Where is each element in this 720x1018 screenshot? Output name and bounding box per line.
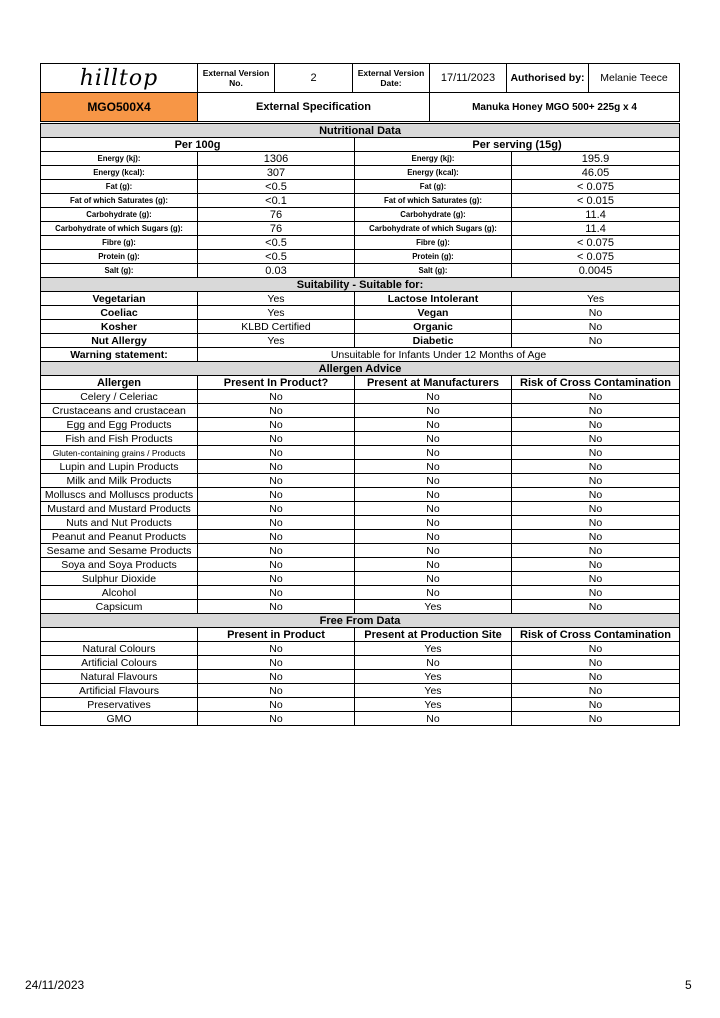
present-at-manufacturers: No (355, 418, 512, 432)
nutrient-label: Energy (kcal): (41, 166, 198, 180)
ext-date-value: 17/11/2023 (430, 64, 507, 93)
present-in-product: No (198, 698, 355, 712)
allergen-row (41, 530, 680, 544)
nutrition-section-title: Nutritional Data (41, 124, 680, 138)
warning-label: Warning statement: (41, 348, 198, 362)
allergen-row (41, 544, 680, 558)
serving-value: 11.4 (512, 222, 680, 236)
suitability-row (41, 306, 680, 320)
freefrom-item: Artificial Flavours (41, 684, 198, 698)
serving-value: 0.0045 (512, 264, 680, 278)
suitability-label: Diabetic (355, 334, 512, 348)
suitability-label: Nut Allergy (41, 334, 198, 348)
nutrient-label: Protein (g): (41, 250, 198, 264)
allergen-col-header: Allergen (41, 376, 198, 390)
serving-title: Per serving (15g) (355, 138, 680, 152)
allergen-name: Nuts and Nut Products (41, 516, 198, 530)
allergen-col-header: Risk of Cross Contamination (512, 376, 680, 390)
suitability-row (41, 320, 680, 334)
per100-value: <0.5 (198, 180, 355, 194)
present-in-product: No (198, 586, 355, 600)
nutrition-row (41, 222, 680, 236)
nutrient-label: Carbohydrate of which Sugars (g): (41, 222, 198, 236)
suitability-label: Organic (355, 320, 512, 334)
nutrient-label: Salt (g): (41, 264, 198, 278)
present-at-manufacturers: Yes (355, 600, 512, 614)
suitability-value: No (512, 320, 680, 334)
present-in-product: No (198, 488, 355, 502)
footer-date: 24/11/2023 (25, 978, 85, 992)
nutrient-label: Energy (kj): (41, 152, 198, 166)
ext-version-label: External Version No. (198, 64, 275, 93)
present-in-product: No (198, 572, 355, 586)
present-at-production-site: Yes (355, 698, 512, 712)
allergen-name: Celery / Celeriac (41, 390, 198, 404)
spec-title: External Specification (198, 93, 430, 122)
present-at-manufacturers: No (355, 558, 512, 572)
present-in-product: No (198, 460, 355, 474)
suitability-section-title: Suitability - Suitable for: (41, 278, 680, 292)
nutrient-label: Carbohydrate (g): (355, 208, 512, 222)
per100-value: 0.03 (198, 264, 355, 278)
present-in-product: No (198, 558, 355, 572)
per100-value: 1306 (198, 152, 355, 166)
cross-contamination-risk: No (512, 432, 680, 446)
nutrient-label: Carbohydrate of which Sugars (g): (355, 222, 512, 236)
suitability-label: Kosher (41, 320, 198, 334)
cross-contamination-risk: No (512, 446, 680, 460)
freefrom-item: Natural Colours (41, 642, 198, 656)
nutrient-label: Salt (g): (355, 264, 512, 278)
suitability-value: Yes (198, 334, 355, 348)
allergen-row (41, 572, 680, 586)
allergen-name: Egg and Egg Products (41, 418, 198, 432)
serving-value: < 0.075 (512, 250, 680, 264)
present-at-production-site: Yes (355, 642, 512, 656)
allergen-name: Capsicum (41, 600, 198, 614)
present-at-manufacturers: No (355, 460, 512, 474)
cross-contamination-risk: No (512, 488, 680, 502)
product-code: MGO500X4 (41, 93, 198, 122)
cross-contamination-risk: No (512, 544, 680, 558)
freefrom-row (41, 642, 680, 656)
authorised-label: Authorised by: (507, 64, 589, 93)
present-in-product: No (198, 712, 355, 726)
present-in-product: No (198, 390, 355, 404)
present-at-manufacturers: No (355, 586, 512, 600)
nutrient-label: Fat of which Saturates (g): (41, 194, 198, 208)
allergen-row (41, 432, 680, 446)
allergen-name: Molluscs and Molluscs products (41, 488, 198, 502)
present-in-product: No (198, 446, 355, 460)
suitability-label: Lactose Intolerant (355, 292, 512, 306)
cross-contamination-risk: No (512, 530, 680, 544)
freefrom-row (41, 684, 680, 698)
allergen-name: Mustard and Mustard Products (41, 502, 198, 516)
cross-contamination-risk: No (512, 474, 680, 488)
freefrom-row (41, 712, 680, 726)
allergen-name: Milk and Milk Products (41, 474, 198, 488)
present-in-product: No (198, 642, 355, 656)
per100-value: <0.5 (198, 250, 355, 264)
serving-value: < 0.075 (512, 180, 680, 194)
serving-value: < 0.075 (512, 236, 680, 250)
cross-contamination-risk: No (512, 642, 680, 656)
freefrom-row (41, 698, 680, 712)
present-at-production-site: No (355, 656, 512, 670)
present-in-product: No (198, 432, 355, 446)
nutrient-label: Protein (g): (355, 250, 512, 264)
serving-value: 195.9 (512, 152, 680, 166)
nutrition-row (41, 194, 680, 208)
allergen-name: Lupin and Lupin Products (41, 460, 198, 474)
present-in-product: No (198, 404, 355, 418)
allergen-row (41, 516, 680, 530)
allergen-name: Fish and Fish Products (41, 432, 198, 446)
nutrient-label: Fat of which Saturates (g): (355, 194, 512, 208)
cross-contamination-risk: No (512, 712, 680, 726)
present-in-product: No (198, 684, 355, 698)
present-at-manufacturers: No (355, 530, 512, 544)
allergen-name: Crustaceans and crustacean (41, 404, 198, 418)
cross-contamination-risk: No (512, 698, 680, 712)
authorised-value: Melanie Teece (589, 64, 680, 93)
allergen-row (41, 446, 680, 460)
suitability-label: Vegetarian (41, 292, 198, 306)
freefrom-item: GMO (41, 712, 198, 726)
nutrient-label: Fat (g): (41, 180, 198, 194)
nutrient-label: Fibre (g): (355, 236, 512, 250)
suitability-row (41, 292, 680, 306)
freefrom-item: Natural Flavours (41, 670, 198, 684)
present-at-manufacturers: No (355, 446, 512, 460)
spec-table (40, 123, 680, 726)
per100-value: <0.1 (198, 194, 355, 208)
present-in-product: No (198, 544, 355, 558)
allergen-row (41, 488, 680, 502)
present-in-product: No (198, 530, 355, 544)
present-at-manufacturers: No (355, 488, 512, 502)
cross-contamination-risk: No (512, 516, 680, 530)
cross-contamination-risk: No (512, 558, 680, 572)
present-at-manufacturers: No (355, 404, 512, 418)
freefrom-section-title: Free From Data (41, 614, 680, 628)
present-in-product: No (198, 670, 355, 684)
freefrom-item: Preservatives (41, 698, 198, 712)
freefrom-item: Artificial Colours (41, 656, 198, 670)
freefrom-row (41, 670, 680, 684)
allergen-name: Soya and Soya Products (41, 558, 198, 572)
present-at-manufacturers: No (355, 572, 512, 586)
allergen-name: Gluten-containing grains / Products (41, 446, 198, 460)
freefrom-col-header: Present in Product (198, 628, 355, 642)
nutrient-label: Carbohydrate (g): (41, 208, 198, 222)
suitability-value: No (512, 334, 680, 348)
header-table (40, 63, 680, 122)
allergen-row (41, 418, 680, 432)
suitability-value: Yes (198, 306, 355, 320)
nutrition-row (41, 236, 680, 250)
present-in-product: No (198, 474, 355, 488)
serving-value: < 0.015 (512, 194, 680, 208)
cross-contamination-risk: No (512, 586, 680, 600)
allergen-row (41, 558, 680, 572)
allergen-row (41, 474, 680, 488)
present-in-product: No (198, 418, 355, 432)
suitability-value: KLBD Certified (198, 320, 355, 334)
cross-contamination-risk: No (512, 684, 680, 698)
allergen-section-title: Allergen Advice (41, 362, 680, 376)
suitability-value: Yes (198, 292, 355, 306)
suitability-label: Coeliac (41, 306, 198, 320)
nutrition-row (41, 180, 680, 194)
footer-page-number: 5 (685, 978, 692, 992)
per100-value: 76 (198, 222, 355, 236)
present-at-manufacturers: No (355, 502, 512, 516)
freefrom-col-header (41, 628, 198, 642)
allergen-name: Alcohol (41, 586, 198, 600)
present-in-product: No (198, 656, 355, 670)
nutrient-label: Energy (kj): (355, 152, 512, 166)
present-at-manufacturers: No (355, 432, 512, 446)
hilltop-logo: hilltop (41, 64, 198, 93)
product-name: Manuka Honey MGO 500+ 225g x 4 (430, 93, 680, 122)
present-at-production-site: Yes (355, 670, 512, 684)
present-at-production-site: Yes (355, 684, 512, 698)
allergen-row (41, 460, 680, 474)
nutrient-label: Energy (kcal): (355, 166, 512, 180)
per100-title: Per 100g (41, 138, 355, 152)
suitability-value: No (512, 306, 680, 320)
present-in-product: No (198, 600, 355, 614)
nutrient-label: Fibre (g): (41, 236, 198, 250)
allergen-row (41, 586, 680, 600)
suitability-value: Yes (512, 292, 680, 306)
ext-date-label: External Version Date: (353, 64, 430, 93)
present-at-production-site: No (355, 712, 512, 726)
ext-version-value: 2 (275, 64, 353, 93)
serving-value: 46.05 (512, 166, 680, 180)
allergen-row (41, 404, 680, 418)
present-at-manufacturers: No (355, 390, 512, 404)
cross-contamination-risk: No (512, 600, 680, 614)
allergen-name: Peanut and Peanut Products (41, 530, 198, 544)
present-at-manufacturers: No (355, 544, 512, 558)
allergen-col-header: Present at Manufacturers (355, 376, 512, 390)
warning-value: Unsuitable for Infants Under 12 Months of Age (198, 348, 680, 362)
suitability-label: Vegan (355, 306, 512, 320)
allergen-row (41, 502, 680, 516)
cross-contamination-risk: No (512, 418, 680, 432)
serving-value: 11.4 (512, 208, 680, 222)
cross-contamination-risk: No (512, 390, 680, 404)
nutrient-label: Fat (g): (355, 180, 512, 194)
present-at-manufacturers: No (355, 516, 512, 530)
cross-contamination-risk: No (512, 460, 680, 474)
freefrom-col-header: Risk of Cross Contamination (512, 628, 680, 642)
cross-contamination-risk: No (512, 572, 680, 586)
allergen-name: Sesame and Sesame Products (41, 544, 198, 558)
freefrom-col-header: Present at Production Site (355, 628, 512, 642)
cross-contamination-risk: No (512, 404, 680, 418)
cross-contamination-risk: No (512, 670, 680, 684)
present-in-product: No (198, 502, 355, 516)
allergen-col-header: Present In Product? (198, 376, 355, 390)
per100-value: 76 (198, 208, 355, 222)
suitability-row (41, 334, 680, 348)
allergen-name: Sulphur Dioxide (41, 572, 198, 586)
nutrition-row (41, 152, 680, 166)
cross-contamination-risk: No (512, 502, 680, 516)
present-at-manufacturers: No (355, 474, 512, 488)
nutrition-row (41, 264, 680, 278)
freefrom-row (41, 656, 680, 670)
per100-value: <0.5 (198, 236, 355, 250)
per100-value: 307 (198, 166, 355, 180)
nutrition-row (41, 208, 680, 222)
nutrition-row (41, 250, 680, 264)
present-in-product: No (198, 516, 355, 530)
allergen-row (41, 390, 680, 404)
cross-contamination-risk: No (512, 656, 680, 670)
allergen-row (41, 600, 680, 614)
nutrition-row (41, 166, 680, 180)
